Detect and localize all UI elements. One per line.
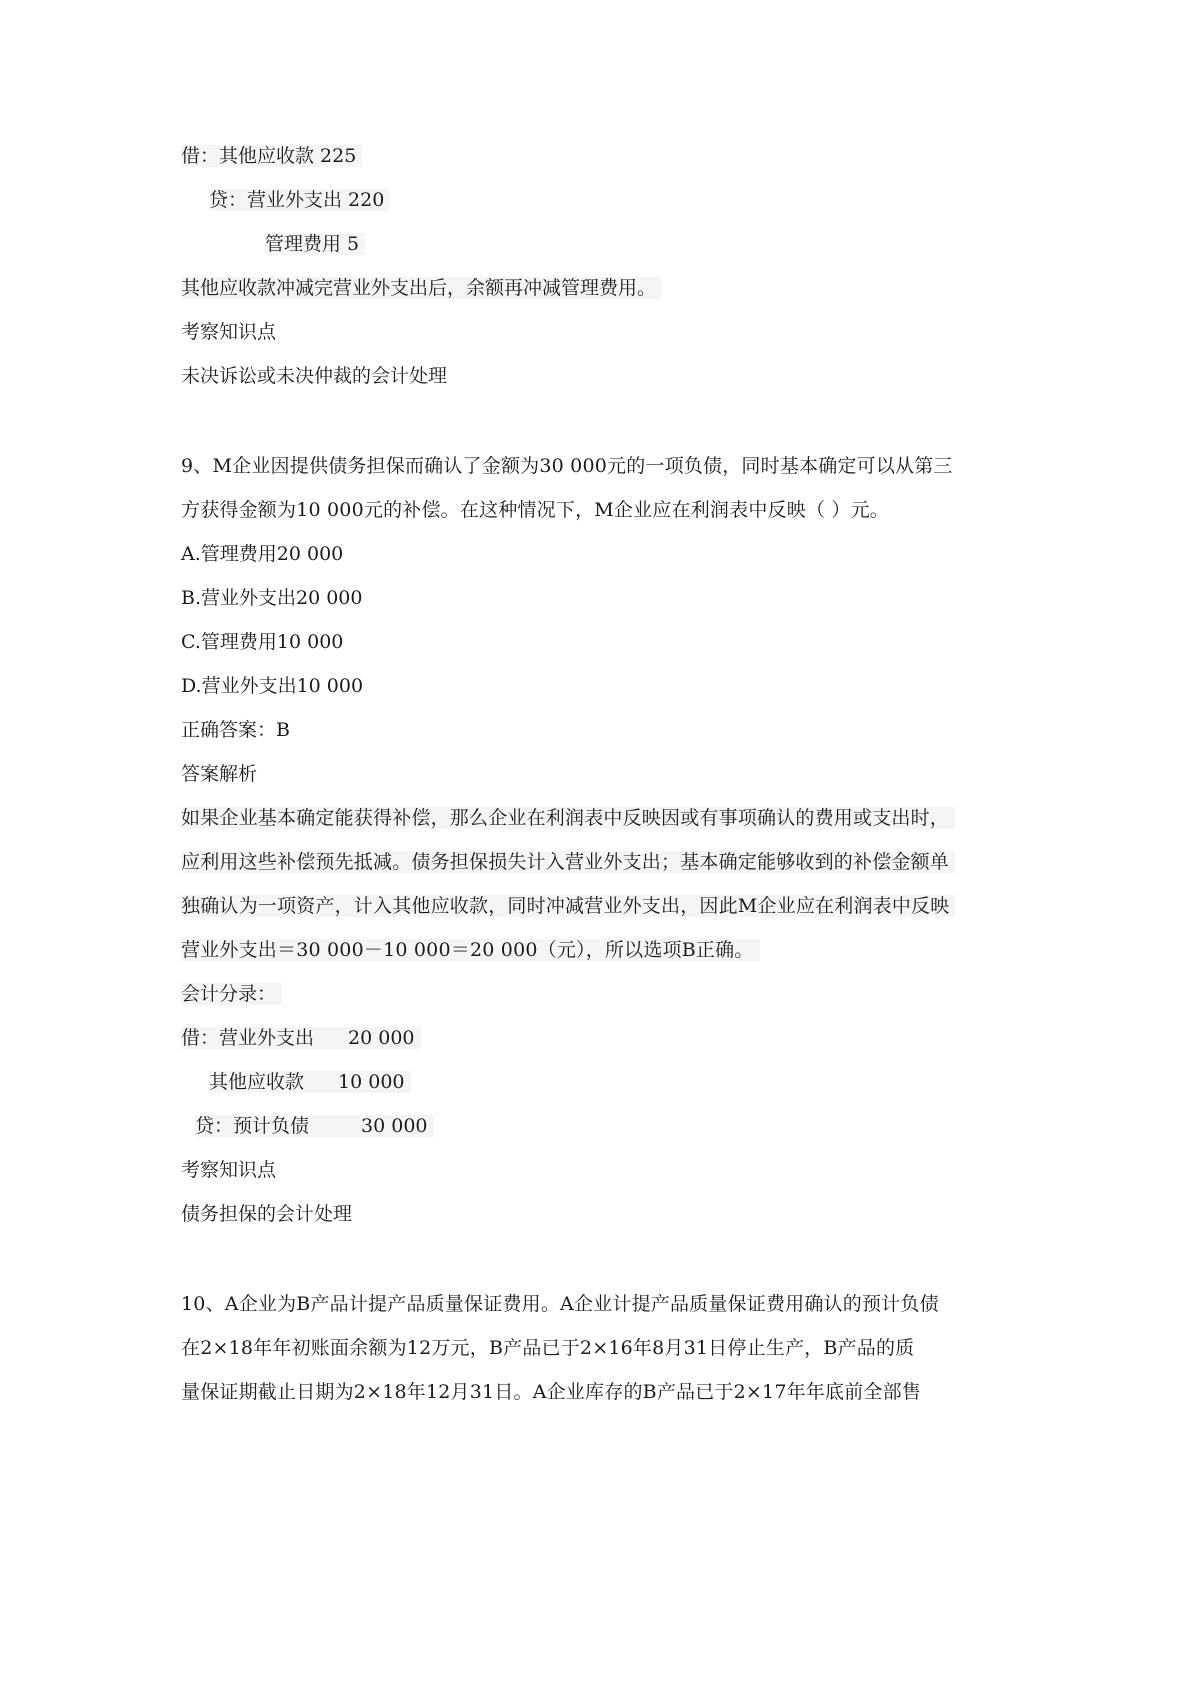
q9-analysis-line-3 [181, 893, 1011, 919]
q10-stem-line-3: 量保证期截止日期为2×18年12月31日。A企业库存的B产品已于2×17年年底前全部售 [181, 1381, 922, 1403]
q9-entry-credit-amount: 30 000 [361, 1115, 428, 1137]
q9-analysis-heading: 答案解析 [181, 763, 258, 785]
q9-entry-debit-2-amount: 10 000 [338, 1071, 405, 1093]
explanation-text: 其他应收款冲减完营业外支出后，余额再冲减管理费用。 [181, 277, 662, 299]
q9-option-b: B.营业外支出20 000 [181, 587, 363, 609]
q9-analysis-text-1: 如果企业基本确定能获得补偿，那么企业在利润表中反映因或有事项确认的费用或支出时， [181, 807, 955, 829]
q9-entry-debit-2-account: 其他应收款 [209, 1071, 305, 1093]
knowledge-heading: 考察知识点 [181, 321, 277, 343]
q9-analysis-line-1 [181, 805, 1011, 831]
q10-stem-line-2: 在2×18年年初账面余额为12万元，B产品已于2×16年8月31日停止生产，B产品的质 [181, 1337, 915, 1359]
journal-credit-text-2: 管理费用 5 [265, 233, 365, 255]
q9-entry-debit-1 [181, 1025, 421, 1051]
q9-option-c: C.管理费用10 000 [181, 631, 344, 653]
q9-entry-debit-2-box [209, 1071, 411, 1093]
q9-entry-debit-1-amount: 20 000 [348, 1027, 415, 1049]
q9-option-a: A.管理费用20 000 [181, 543, 344, 565]
q9-analysis-line-4 [181, 937, 1011, 963]
q9-entry-heading-line [181, 981, 282, 1007]
journal-credit-line-2 [265, 231, 365, 257]
journal-credit-text: 贷：营业外支出 220 [209, 189, 390, 211]
q9-entry-credit [195, 1113, 434, 1139]
q9-entry-credit-account: 贷：预计负债 [195, 1115, 310, 1137]
q9-entry-debit-2 [209, 1069, 411, 1095]
q9-entry-debit-1-box [181, 1027, 421, 1049]
q9-knowledge-point: 债务担保的会计处理 [181, 1203, 353, 1225]
q9-analysis-line-2 [181, 849, 1011, 875]
q9-analysis-text-4: 营业外支出＝30 000－10 000＝20 000（元），所以选项B正确。 [181, 939, 760, 961]
q10-stem-line-1: 10、A企业为B产品计提产品质量保证费用。A企业计提产品质量保证费用确认的预计负债 [181, 1293, 939, 1315]
q9-option-d: D.营业外支出10 000 [181, 675, 364, 697]
q9-analysis-text-2: 应利用这些补偿预先抵减。债务担保损失计入营业外支出；基本确定能够收到的补偿金额单 [181, 851, 955, 873]
knowledge-point: 未决诉讼或未决仲裁的会计处理 [181, 365, 448, 387]
journal-debit-text: 借：其他应收款 225 [181, 145, 362, 167]
q9-stem-line-1: 9、M企业因提供债务担保而确认了金额为30 000元的一项负债，同时基本确定可以从第三 [181, 455, 953, 477]
journal-debit-line [181, 143, 362, 169]
q9-entry-debit-1-account: 借：营业外支出 [181, 1027, 315, 1049]
journal-credit-line [209, 187, 390, 213]
explanation-line [181, 275, 662, 301]
q9-analysis-text-3: 独确认为一项资产，计入其他应收款，同时冲减营业外支出，因此M企业应在利润表中反映 [181, 895, 955, 917]
q9-entry-heading: 会计分录： [181, 983, 282, 1005]
q9-entry-credit-box [195, 1115, 434, 1137]
q9-correct-answer: 正确答案：B [181, 719, 290, 741]
q9-stem-line-2: 方获得金额为10 000元的补偿。在这种情况下，M企业应在利润表中反映（ ）元。 [181, 499, 889, 521]
q9-knowledge-heading: 考察知识点 [181, 1159, 277, 1181]
